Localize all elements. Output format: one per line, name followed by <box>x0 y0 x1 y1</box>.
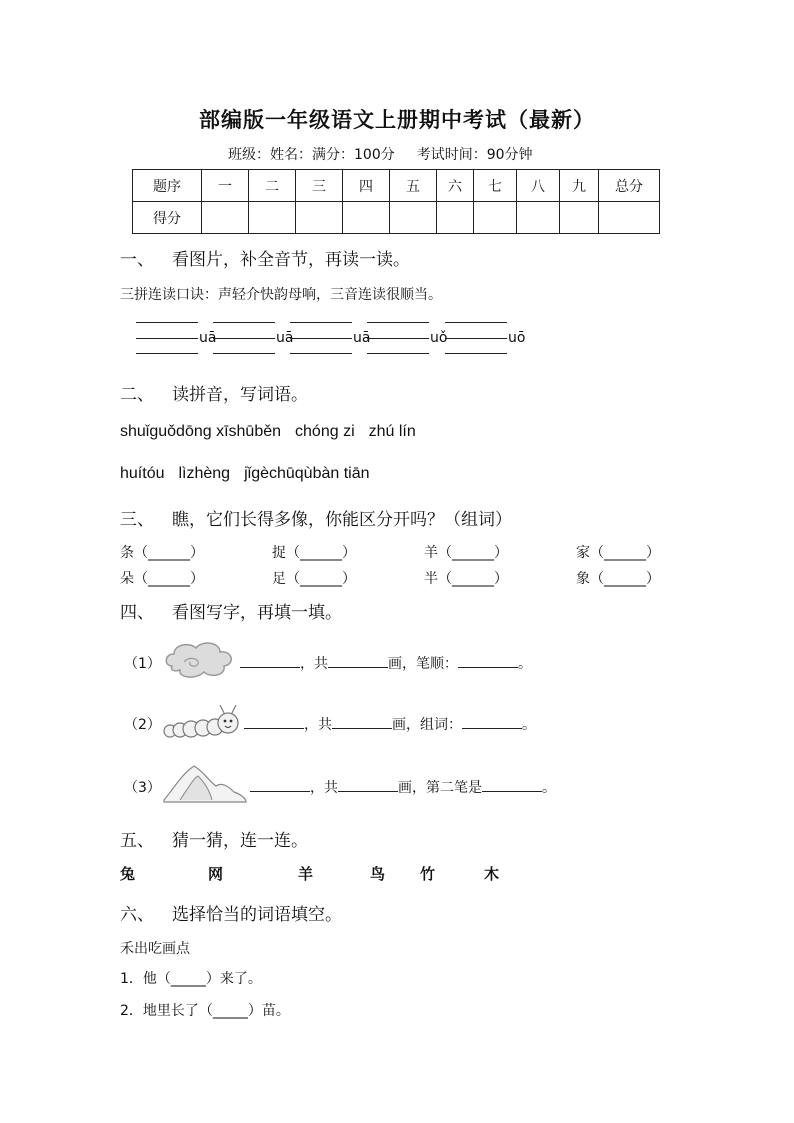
item-label: （3） <box>124 780 161 796</box>
fill-row-1 <box>240 653 532 673</box>
pinyin-word: lìzhèng <box>178 465 231 482</box>
blank-line[interactable] <box>445 338 507 339</box>
question-1 <box>120 968 262 988</box>
section-number: 一、 <box>120 250 154 270</box>
header-cell: 六 <box>437 170 474 202</box>
answer-blank[interactable] <box>244 714 304 729</box>
header-cell: 五 <box>390 170 437 202</box>
blank-line[interactable] <box>213 353 275 354</box>
blank-line[interactable] <box>445 322 507 323</box>
header-cell: 一 <box>202 170 249 202</box>
blank-line[interactable] <box>290 338 352 339</box>
score-cell[interactable] <box>437 202 474 234</box>
answer-blank[interactable] <box>250 777 310 792</box>
match-char[interactable]: 羊 <box>298 865 314 883</box>
word-options: 禾出吃画点 <box>120 941 190 957</box>
pinyin-word: chóng zi <box>295 423 355 440</box>
pinyin-word: huítóu <box>120 465 165 482</box>
exam-info <box>228 144 533 164</box>
score-cell[interactable] <box>474 202 517 234</box>
section-3-heading <box>120 505 512 530</box>
row-label: 得分 <box>133 202 202 234</box>
row-text: ，共 <box>304 717 332 733</box>
answer-blank[interactable] <box>328 653 388 668</box>
blank-line[interactable] <box>213 322 275 323</box>
question-text: 1．他（ <box>120 971 171 987</box>
word-item[interactable]: 家（______） <box>576 545 660 561</box>
header-cell: 七 <box>474 170 517 202</box>
score-cell[interactable] <box>202 202 249 234</box>
word-item[interactable]: 条（______） <box>120 545 204 561</box>
section-title: 看图写字，再填一填。 <box>172 603 342 623</box>
word-item[interactable]: 足（______） <box>272 571 356 587</box>
blank-line[interactable] <box>136 322 198 323</box>
pinyin-word: zhú lín <box>368 423 416 440</box>
item-label: （2） <box>124 717 161 733</box>
section-title: 看图片，补全音节，再读一读。 <box>172 250 410 270</box>
section-number: 二、 <box>120 385 154 405</box>
blank-line[interactable] <box>367 322 429 323</box>
section-4-heading <box>120 598 342 623</box>
match-char[interactable]: 兔 <box>120 865 136 883</box>
blank-line[interactable] <box>367 353 429 354</box>
word-item[interactable]: 羊（______） <box>424 545 508 561</box>
score-cell[interactable] <box>599 202 660 234</box>
question-2 <box>120 1000 290 1020</box>
score-table-header-row <box>133 170 660 202</box>
pinyin-word: shuǐguǒdōng xīshūběn <box>120 423 282 440</box>
item-label: （1） <box>124 656 161 672</box>
answer-blank[interactable]: _____ <box>212 1003 248 1019</box>
score-cell[interactable] <box>517 202 560 234</box>
section-title: 瞧，它们长得多像，你能区分开吗？（组词） <box>172 510 512 530</box>
section-number: 六、 <box>120 905 154 925</box>
match-char[interactable]: 网 <box>208 865 224 883</box>
answer-blank[interactable]: _____ <box>170 971 206 987</box>
pinyin-row-2 <box>120 465 384 483</box>
syllable: uǒ <box>430 330 448 346</box>
word-item[interactable]: 朵（______） <box>120 571 204 587</box>
caterpillar-icon <box>160 703 242 743</box>
match-char[interactable]: 鸟 <box>370 865 386 883</box>
question-text: ）来了。 <box>205 971 262 987</box>
section-title: 读拼音，写词语。 <box>172 385 308 405</box>
answer-blank[interactable] <box>458 653 518 668</box>
blank-line[interactable] <box>367 338 429 339</box>
blank-line[interactable] <box>290 353 352 354</box>
row-text: 画，组词： <box>392 717 462 733</box>
section-1-heading <box>120 245 410 270</box>
blank-line[interactable] <box>445 353 507 354</box>
header-cell: 九 <box>560 170 599 202</box>
pinyin-word: jǐgèchūqùbàn tiān <box>244 465 370 482</box>
section-number: 三、 <box>120 510 154 530</box>
match-char[interactable]: 木 <box>484 865 500 883</box>
syllable: uā <box>276 330 294 346</box>
header-cell: 八 <box>517 170 560 202</box>
section-title: 选择恰当的词语填空。 <box>172 905 342 925</box>
section-6-heading <box>120 900 342 925</box>
mountain-icon <box>160 760 250 806</box>
question-text: 2．地里长了（ <box>120 1003 213 1019</box>
syllable: uā <box>199 330 217 346</box>
row-text: ，共 <box>300 656 328 672</box>
header-cell: 总分 <box>599 170 660 202</box>
score-table <box>132 169 660 234</box>
score-cell[interactable] <box>560 202 599 234</box>
section-number: 五、 <box>120 831 154 851</box>
exam-time: 考试时间：90分钟 <box>416 147 533 163</box>
answer-blank[interactable] <box>482 777 542 792</box>
blank-line[interactable] <box>290 322 352 323</box>
score-cell[interactable] <box>249 202 296 234</box>
page-title: 部编版一年级语文上册期中考试（最新） <box>199 108 595 132</box>
score-table-score-row <box>133 202 660 234</box>
cloud-icon <box>160 636 238 684</box>
match-char[interactable]: 竹 <box>420 865 436 883</box>
answer-blank[interactable] <box>240 653 300 668</box>
blank-line[interactable] <box>136 353 198 354</box>
syllable: uā <box>353 330 371 346</box>
row-text: 画，笔顺： <box>388 656 458 672</box>
word-item[interactable]: 象（______） <box>576 571 660 587</box>
blank-line[interactable] <box>213 338 275 339</box>
blank-line[interactable] <box>136 338 198 339</box>
score-cell[interactable] <box>343 202 390 234</box>
row-text: 。 <box>522 717 536 733</box>
section-5-heading <box>120 826 308 851</box>
class-name-score: 班级：姓名：满分：100分 <box>228 147 395 163</box>
question-text: ）苗。 <box>247 1003 290 1019</box>
answer-blank[interactable] <box>462 714 522 729</box>
answer-blank[interactable] <box>338 777 398 792</box>
section-2-heading <box>120 380 308 405</box>
header-cell: 三 <box>296 170 343 202</box>
row-text: 画，第二笔是 <box>398 780 482 796</box>
pinyin-row-1 <box>120 423 430 441</box>
score-cell[interactable] <box>296 202 343 234</box>
fill-row-2 <box>244 714 536 734</box>
row-text: 。 <box>542 780 556 796</box>
score-cell[interactable] <box>390 202 437 234</box>
header-cell: 四 <box>343 170 390 202</box>
word-item[interactable]: 捉（______） <box>272 545 356 561</box>
header-cell: 题序 <box>133 170 202 202</box>
section-number: 四、 <box>120 603 154 623</box>
row-text: 。 <box>518 656 532 672</box>
word-item[interactable]: 半（______） <box>424 571 508 587</box>
section-1-rule: 三拼连读口诀：声轻介快韵母响，三音连读很顺当。 <box>120 287 442 303</box>
fill-row-3 <box>250 777 556 797</box>
answer-blank[interactable] <box>332 714 392 729</box>
syllable: uō <box>508 330 526 346</box>
header-cell: 二 <box>249 170 296 202</box>
row-text: ，共 <box>310 780 338 796</box>
section-title: 猜一猜，连一连。 <box>172 831 308 851</box>
